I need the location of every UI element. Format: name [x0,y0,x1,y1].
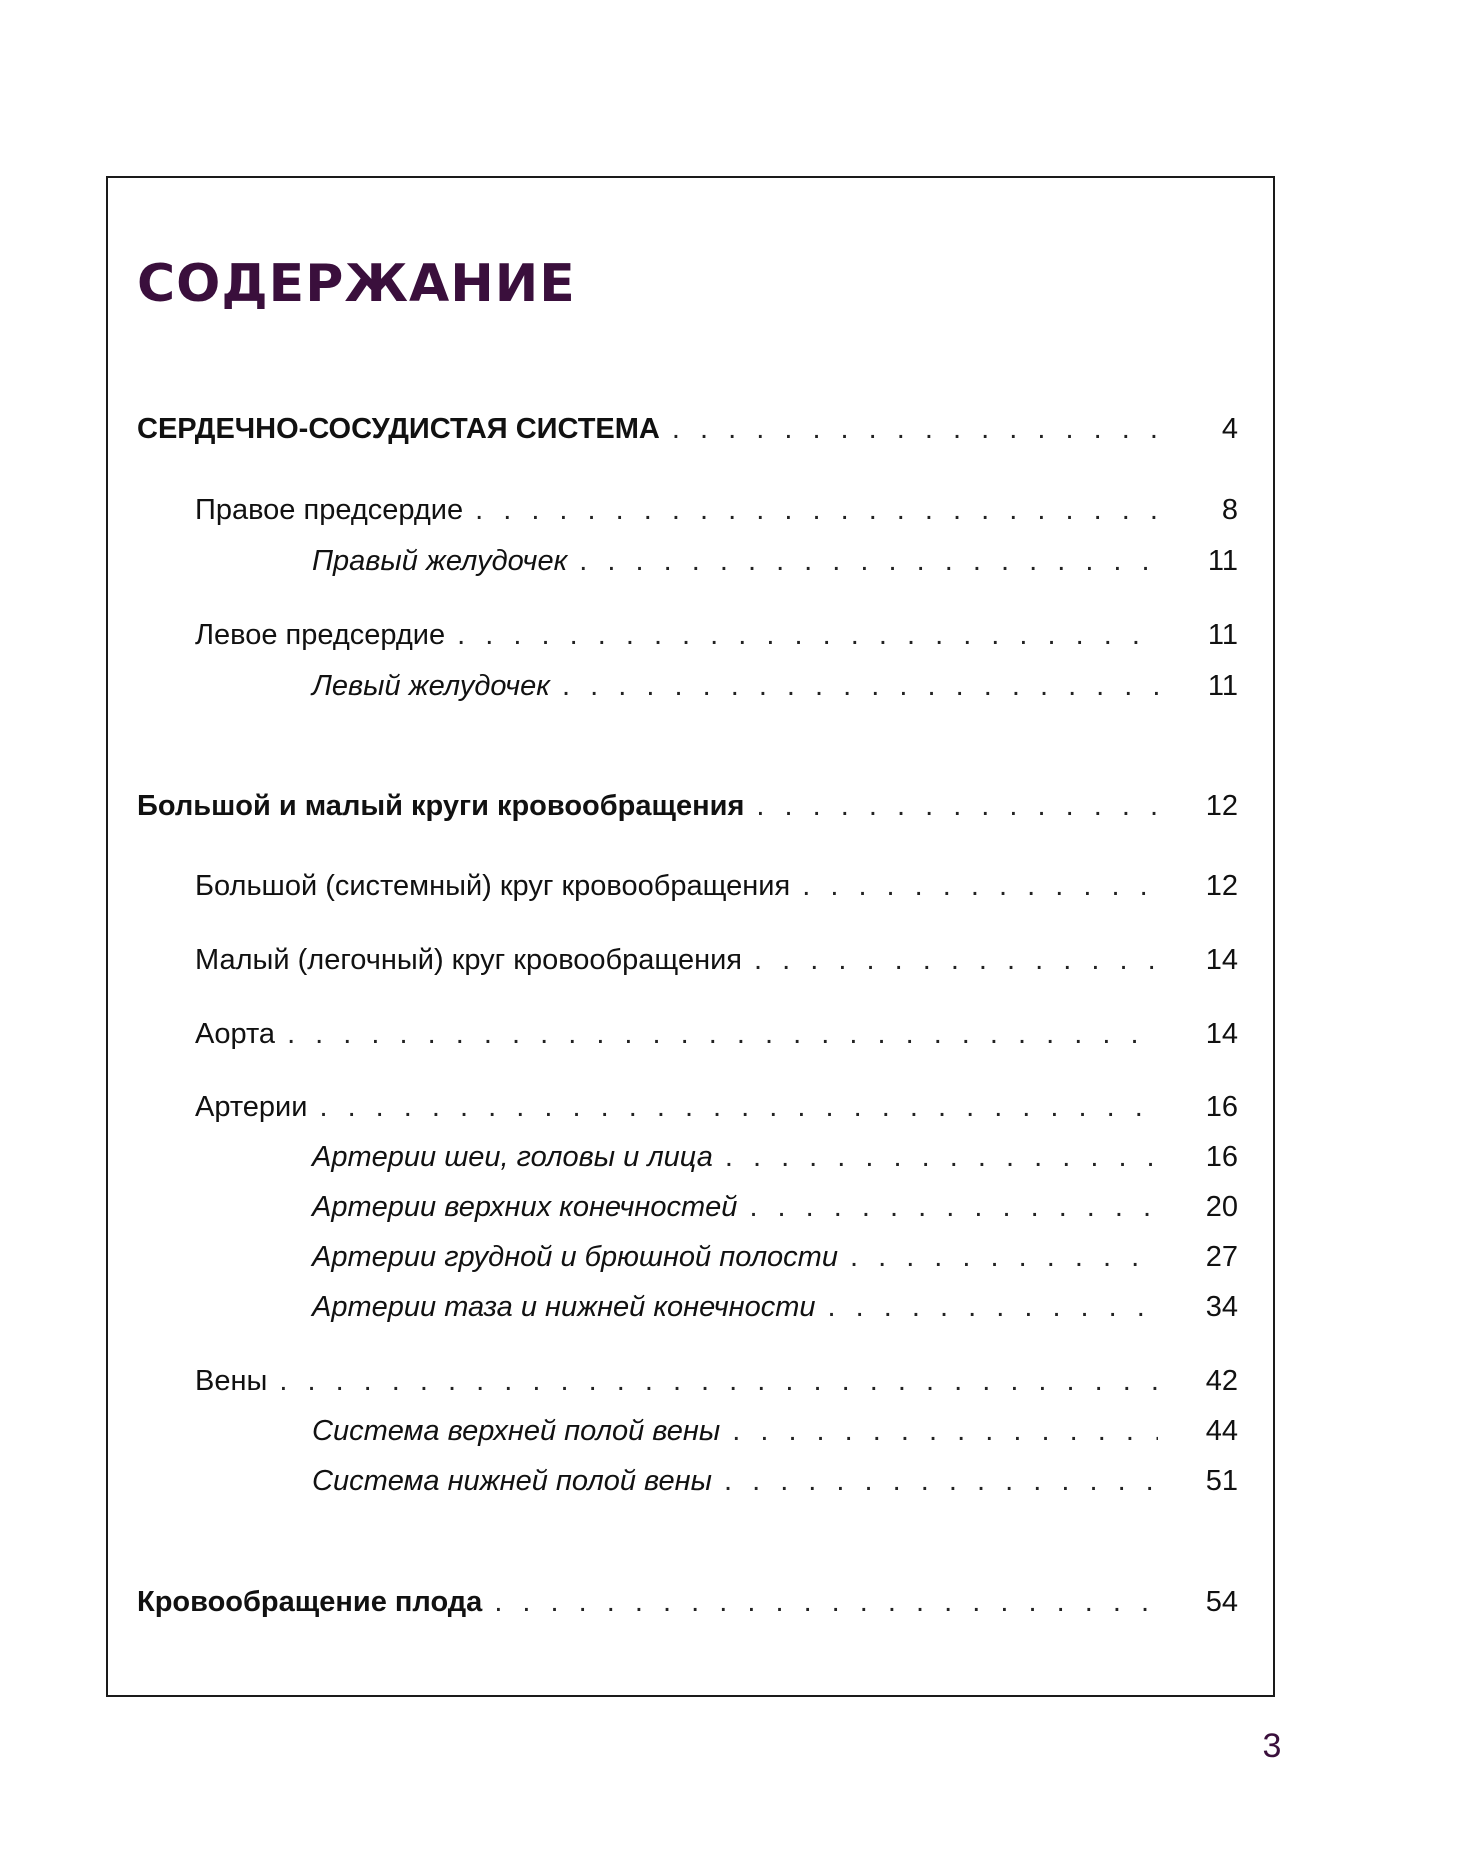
toc-page-number: 16 [1205,1141,1238,1173]
toc-entry-label: Большой и малый круги кровообращения [137,790,745,822]
toc-page-number: 11 [1207,545,1238,577]
toc-entry-label: СЕРДЕЧНО-СОСУДИСТАЯ СИСТЕМА [137,413,660,445]
toc-entry-thoracic-abdominal-arteries[interactable] [312,1237,1238,1277]
toc-page-number: 42 [1205,1365,1238,1397]
toc-page-number: 20 [1205,1191,1238,1223]
toc-entry-label: Правый желудочек [312,545,568,577]
toc-page-number: 11 [1207,670,1238,702]
toc-page-number: 44 [1205,1415,1238,1447]
toc-entry-aorta[interactable] [195,1014,1238,1054]
toc-page-number: 51 [1205,1465,1238,1497]
toc-page-number: 8 [1221,494,1238,526]
toc-entry-label: Большой (системный) круг кровообращения [195,870,791,902]
toc-page-number: 4 [1221,413,1238,445]
toc-entry-left-ventricle[interactable] [312,666,1238,706]
toc-entry-superior-vena-cava-system[interactable] [312,1411,1238,1451]
dot-leader [756,786,1158,826]
toc-entry-label: Левое предсердие [195,619,446,651]
dot-leader [754,940,1158,980]
toc-entry-label: Кровообращение плода [137,1586,483,1618]
toc-entry-circulation-circles[interactable] [137,786,1238,826]
toc-entry-label: Правое предсердие [195,494,464,526]
toc-entry-pulmonary-circulation[interactable] [195,940,1238,980]
toc-entry-label: Артерии шеи, головы и лица [312,1141,713,1173]
toc-entry-label: Вены [195,1365,268,1397]
dot-leader [725,1137,1158,1177]
toc-entry-label: Артерии таза и нижней конечности [312,1291,816,1323]
page-number: 3 [1262,1727,1282,1765]
toc-entry-fetal-circulation[interactable] [137,1582,1238,1622]
dot-leader [494,1582,1158,1622]
toc-entry-right-ventricle[interactable] [312,541,1238,581]
toc-entry-label: Малый (легочный) круг кровообращения [195,944,743,976]
toc-entry-veins[interactable] [195,1361,1238,1401]
toc-entry-neck-head-face-arteries[interactable] [312,1137,1238,1177]
dot-leader [828,1287,1158,1327]
toc-entry-label: Артерии грудной и брюшной полости [312,1241,838,1273]
toc-page-number: 14 [1205,944,1238,976]
toc-page-number: 27 [1205,1241,1238,1273]
dot-leader [579,541,1158,581]
toc-entry-systemic-circulation[interactable] [195,866,1238,906]
toc-page-number: 12 [1205,790,1238,822]
toc-entry-right-atrium[interactable] [195,490,1238,530]
toc-entry-label: Артерии [195,1091,308,1123]
toc-entry-arteries[interactable] [195,1087,1238,1127]
dot-leader [319,1087,1158,1127]
dot-leader [287,1014,1158,1054]
page-title: СОДЕРЖАНИЕ [137,254,576,314]
toc-entry-label: Система нижней полой вены [312,1465,712,1497]
toc-page-number: 16 [1205,1091,1238,1123]
toc-entry-label: Левый желудочек [312,670,551,702]
dot-leader [672,409,1158,449]
toc-entry-label: Артерии верхних конечностей [312,1191,738,1223]
toc-entry-label: Система верхней полой вены [312,1415,721,1447]
toc-entry-pelvic-lower-limb-arteries[interactable] [312,1287,1238,1327]
toc-entry-label: Аорта [195,1018,276,1050]
dot-leader [749,1187,1158,1227]
dot-leader [279,1361,1158,1401]
dot-leader [562,666,1158,706]
dot-leader [802,866,1158,906]
dot-leader [724,1461,1158,1501]
toc-page-number: 12 [1205,870,1238,902]
toc-page-number: 11 [1207,619,1238,651]
dot-leader [457,615,1158,655]
dot-leader [732,1411,1158,1451]
toc-entry-cardiovascular-system[interactable] [137,409,1238,449]
toc-entry-left-atrium[interactable] [195,615,1238,655]
dot-leader [475,490,1158,530]
toc-page-number: 34 [1205,1291,1238,1323]
toc-page-number: 14 [1205,1018,1238,1050]
dot-leader [850,1237,1158,1277]
toc-page-number: 54 [1205,1586,1238,1618]
toc-entry-inferior-vena-cava-system[interactable] [312,1461,1238,1501]
toc-entry-upper-limb-arteries[interactable] [312,1187,1238,1227]
